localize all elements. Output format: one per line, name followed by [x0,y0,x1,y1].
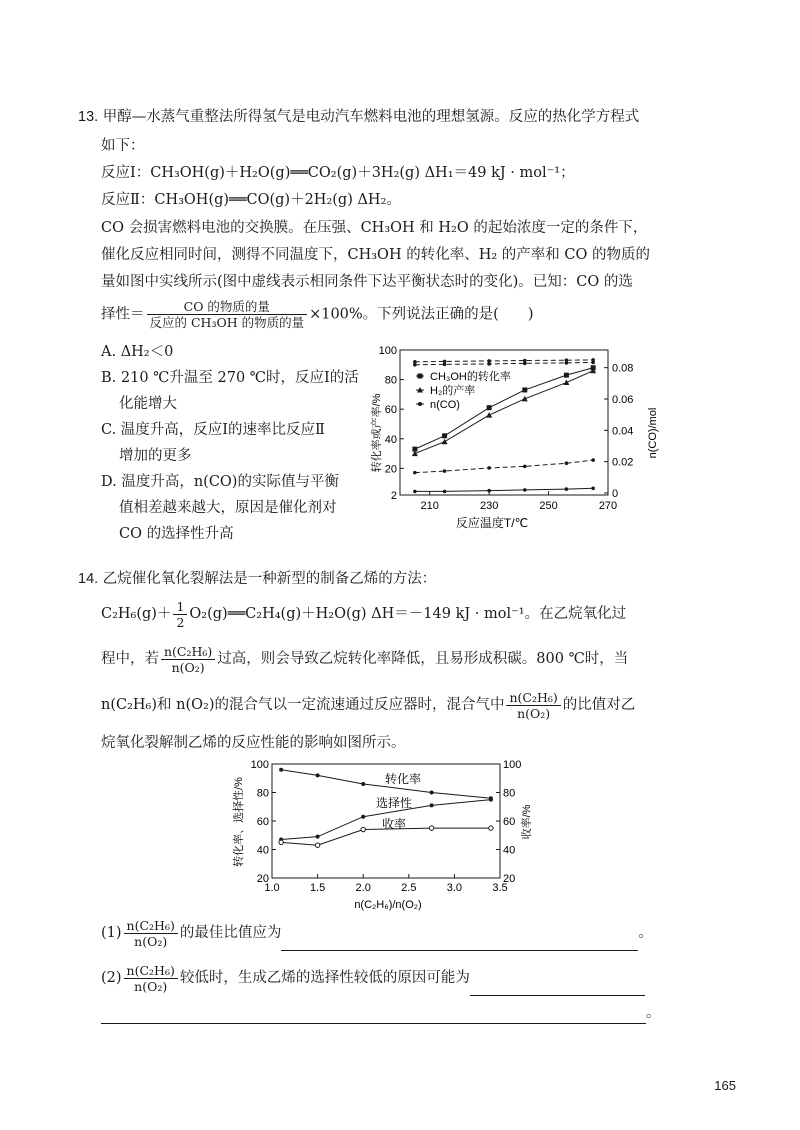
chart1-right-tick-label: 0 [612,488,619,500]
q14-stem: 14. 乙烷催化氧化裂解法是一种新型的制备乙烯的方法： [78,571,437,587]
chart-temperature-conversion [360,338,670,533]
chart1-data-point [487,362,491,366]
chart1-data-point [442,439,448,445]
chart1-x-tick-label: 250 [539,500,558,512]
chart1-x-axis-title: 反应温度T/℃ [455,516,529,530]
legend-hydrogen-yield: H₂的产率 [430,385,476,397]
q13-option-c[interactable]: C. 温度升高，反应Ⅰ的速率比反应Ⅱ [101,422,325,438]
chart2-left-tick-label: 20 [256,873,269,885]
chart2-right-tick-label: 40 [503,844,516,857]
half-fraction: $\frac{1}{2}$ [173,599,187,630]
chart1-data-point [523,465,527,469]
q13-option-c-cont: 增加的更多 [119,448,192,464]
chart1-data-point [591,458,595,462]
answer-blank-1[interactable] [281,916,638,951]
chart1-data-point [443,490,447,494]
q13-selectivity-definition: 择性＝ $\frac{\text{CO 的物质的量}}{\text{反应的 CH₃OH 的物质的量}}$ ×100%。下列说法正确的是( ) [101,299,534,330]
q14-subquestion-2-cont: 。 [101,1003,661,1024]
chart1-data-point [413,471,417,475]
chart1-data-point [413,363,417,367]
chart1-left-tick-label: 80 [384,374,397,387]
chart1-left-tick-label: 60 [384,404,397,417]
answer-blank-2a[interactable] [470,961,645,996]
chart2-data-point [279,768,283,772]
ratio-fraction: $\frac{\text{n(C₂H₆)}}{\text{n(O₂)}}$ [506,690,560,721]
chart1-left-tick-label: 20 [384,463,397,476]
chart2-right-tick-label: 80 [503,787,516,800]
legend-methanol-conversion: CH₃OH的转化率 [430,371,511,383]
chart1-data-point [523,488,527,492]
chart1-data-point [563,380,569,386]
chart2-right-tick-label: 100 [503,759,522,771]
chart2-x-tick-label: 2.0 [355,882,371,894]
chart2-left-tick-label: 40 [256,844,269,857]
chart1-left-tick-label: 40 [384,433,397,446]
chart2-data-point [316,773,320,777]
chart1-left-tick-label: 2 [390,490,397,502]
chart2-data-point [430,791,434,795]
chart2-data-point [361,782,365,786]
chart2-x-tick-label: 2.5 [401,882,417,894]
q13-number: 13. [78,109,99,125]
chart1-right-tick-label: 0.04 [612,425,634,438]
chart1-right-tick-label: 0.02 [612,456,634,469]
chart2-data-point [429,826,433,830]
q13-option-d[interactable]: D. 温度升高，n(CO)的实际值与平衡 [101,474,339,490]
chart1-data-point [522,396,528,402]
q14-number: 14. [78,571,99,587]
ratio-fraction: $\frac{\text{n(C₂H₆)}}{\text{n(O₂)}}$ [124,918,178,949]
chart2-data-point [489,798,493,802]
q13-option-a[interactable]: A. ΔH₂＜0 [101,344,174,360]
chart1-right-axis-title: n(CO)/mol [647,407,659,459]
q14-paragraph-line2: 程中，若 $\frac{\text{n(C₂H₆)}}{\text{n(O₂)}}$ 过高，则会导致乙烷转化率降低，且易形成积碳。800 ℃时，当 [101,643,629,675]
q13-reaction-1: 反应Ⅰ：CH₃OH(g)＋H₂O(g)══CO₂(g)＋3H₂(g) ΔH₁＝49 kJ · mol⁻¹； [101,165,575,181]
chart1-data-point [565,461,569,465]
chart2-x-tick-label: 1.0 [264,882,280,894]
ratio-fraction: $\frac{\text{n(C₂H₆)}}{\text{n(O₂)}}$ [161,644,215,675]
chart1-data-point [443,469,447,473]
chart1-right-tick-label: 0.06 [612,394,634,406]
chart1-left-axis-title: 转化率或产率/% [371,393,383,473]
q14-paragraph-line3: n(C₂H₆)和 n(O₂)的混合气以一定流速通过反应器时，混合气中 $\frac{\text{n(C₂H₆)}}{\text{n(O₂)}}$ 的比值对乙 [101,689,636,721]
chart2-data-point [361,815,365,819]
q13-paragraph-line3: 量如图中实线所示(图中虚线表示相同条件下达平衡状态时的变化)。已知：CO 的选 [101,274,633,290]
chart1-data-point [565,361,569,365]
chart2-x-tick-label: 3.5 [492,882,508,894]
chart1-x-tick-label: 270 [598,500,618,512]
chart2-left-tick-label: 100 [250,759,269,771]
q14-subquestion-1: (1) $\frac{\text{n(C₂H₆)}}{\text{n(O₂)}}$ 的最佳比值应为 。 [101,916,653,951]
chart2-x-axis-title: n(C₂H₆)/n(O₂) [354,899,422,911]
chart-ratio-performance [228,756,558,916]
q13-option-b-cont: 化能增大 [119,396,177,412]
chart1-data-point [413,490,417,494]
chart1-data-point [522,387,527,392]
chart2-left-tick-label: 80 [256,787,269,800]
chart1-data-point [564,373,569,378]
chart2-data-point [279,840,283,844]
chart1-data-point [591,361,595,365]
chart1-right-tick-label: 0.08 [612,362,634,375]
series-label-selectivity: 选择性 [376,796,413,810]
chart2-right-tick-label: 60 [503,816,516,828]
chart2-data-point [430,803,434,807]
q13-paragraph-line2: 催化反应相同时间，测得不同温度下，CH₃OH 的转化率、H₂ 的产率和 CO 的物质的 [101,247,650,263]
chart2-right-tick-label: 20 [503,873,516,885]
q13-option-d-cont1: 值相差越来越大，原因是催化剂对 [119,500,337,516]
q13-option-d-cont2: CO 的选择性升高 [119,526,234,542]
chart1-data-point [442,433,447,438]
chart2-data-point [315,843,319,847]
chart1-data-point [487,405,492,410]
legend-marker-co [418,402,422,406]
chart1-data-point [487,489,491,493]
q13-option-b[interactable]: B. 210 ℃升温至 270 ℃时，反应Ⅰ的活 [101,370,359,386]
chart1-x-tick-label: 230 [479,500,499,512]
legend-marker-methanol [418,374,423,379]
chart2-left-tick-label: 60 [256,816,269,828]
chart1-data-point [565,487,569,491]
chart2-data-point [361,827,365,831]
ratio-fraction: $\frac{\text{n(C₂H₆)}}{\text{n(O₂)}}$ [124,963,178,994]
legend-co-amount: n(CO) [430,399,460,411]
series-label-yield: 收率 [382,817,407,831]
q14-equation: C₂H₆(g)＋ $\frac{1}{2}$ O₂(g)══C₂H₄(g)＋H₂O(g) ΔH＝－149 kJ · mol⁻¹。在乙烷氧化过 [101,598,627,630]
q13-stem-line1: 13. 甲醇—水蒸气重整法所得氢气是电动汽车燃料电池的理想氢源。反应的热化学方程式 [78,109,640,125]
selectivity-fraction: $\frac{\text{CO 的物质的量}}{\text{反应的 CH₃OH 的物质的量}}$ [147,299,308,330]
q14-subquestion-2: (2) $\frac{\text{n(C₂H₆)}}{\text{n(O₂)}}$ 较低时，生成乙烯的选择性较低的原因可能为 [101,961,645,996]
chart1-left-tick-label: 100 [378,345,397,357]
chart2-left-axis-title: 转化率、选择性/% [233,777,245,867]
chart1-data-point [591,487,595,491]
q13-paragraph-line1: CO 会损害燃料电池的交换膜。在压强、CH₃OH 和 H₂O 的起始浓度一定的条件下， [101,220,648,236]
q13-reaction-2: 反应Ⅱ：CH₃OH(g)══CO(g)＋2H₂(g) ΔH₂。 [101,192,401,208]
q14-paragraph-line4: 烷氧化裂解制乙烯的反应性能的影响如图所示。 [101,735,406,751]
chart1-data-point [487,466,491,470]
chart2-x-tick-label: 1.5 [309,882,326,894]
chart2-data-point [489,826,493,830]
chart1-data-point [486,412,492,418]
chart1-x-tick-label: 210 [420,500,439,512]
chart2-right-axis-title: 收率/% [521,804,533,840]
chart1-data-point [523,362,527,366]
series-label-conversion: 转化率 [385,772,422,786]
chart2-x-tick-label: 3.0 [446,882,463,894]
chart2-data-point [316,835,320,839]
q13-stem-line2: 如下： [101,138,145,154]
answer-blank-2b[interactable] [101,1003,646,1024]
chart1-data-point [443,363,447,367]
page-number: 165 [714,1078,736,1093]
